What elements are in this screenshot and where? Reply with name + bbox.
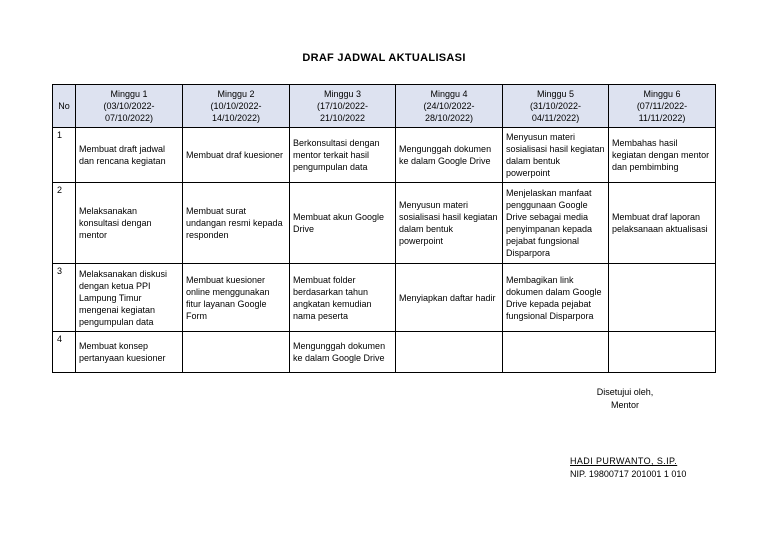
header-week-5 xyxy=(503,85,609,128)
approval-block xyxy=(560,386,690,412)
table-cell: Berkonsultasi dengan mentor terkait hasil pengumpulan data xyxy=(290,128,396,183)
week-start: (07/11/2022- xyxy=(636,101,688,111)
week-start: (17/10/2022- xyxy=(316,101,369,111)
table-cell: Membahas hasil kegiatan dengan mentor dan pembimbing xyxy=(609,128,716,183)
table-cell: Membuat draf kuesioner xyxy=(183,128,290,183)
table-cell: Membuat draf laporan pelaksanaan aktualisasi xyxy=(609,183,716,264)
header-week-2 xyxy=(183,85,290,128)
schedule-table xyxy=(52,84,716,373)
table-cell: Mengunggah dokumen ke dalam Google Drive xyxy=(290,332,396,373)
signatory-name: HADI PURWANTO, S.IP. xyxy=(570,456,678,466)
week-label: Minggu 1 xyxy=(110,89,148,99)
week-label: Minggu 3 xyxy=(323,89,362,99)
row-number: 2 xyxy=(53,183,76,264)
header-week-1 xyxy=(76,85,183,128)
header-week-4 xyxy=(396,85,503,128)
table-cell: Membuat surat undangan resmi kepada responden xyxy=(183,183,290,264)
table-cell: Melaksanakan konsultasi dengan mentor xyxy=(76,183,183,264)
table-cell: Membuat draft jadwal dan rencana kegiatan xyxy=(76,128,183,183)
table-cell: Membagikan link dokumen dalam Google Drive kepada pejabat fungsional Disparpora xyxy=(503,264,609,332)
week-end: 07/10/2022) xyxy=(104,113,154,123)
table-row xyxy=(53,183,716,264)
week-label: Minggu 5 xyxy=(536,89,575,99)
table-cell xyxy=(503,332,609,373)
week-start: (10/10/2022- xyxy=(210,101,262,111)
week-start: (03/10/2022- xyxy=(103,101,155,111)
signatory-nip: NIP. 19800717 201001 1 010 xyxy=(570,469,687,479)
week-end: 14/10/2022) xyxy=(211,113,261,123)
table-cell xyxy=(183,332,290,373)
row-number: 3 xyxy=(53,264,76,332)
table-cell: Menyiapkan daftar hadir xyxy=(396,264,503,332)
table-cell: Melaksanakan diskusi dengan ketua PPI Lampung Timur mengenai kegiatan pengumpulan data xyxy=(76,264,183,332)
approval-label: Disetujui oleh, xyxy=(596,387,654,397)
table-cell xyxy=(396,332,503,373)
week-end: 28/10/2022) xyxy=(424,113,474,123)
table-row xyxy=(53,128,716,183)
week-end: 21/10/2022 xyxy=(319,113,366,123)
header-row xyxy=(53,85,716,128)
table-cell: Membuat konsep pertanyaan kuesioner xyxy=(76,332,183,373)
header-no: No xyxy=(53,85,76,128)
table-cell: Membuat folder berdasarkan tahun angkatan kemudian nama peserta xyxy=(290,264,396,332)
week-end: 11/11/2022) xyxy=(638,113,686,123)
table-cell: Menyusun materi sosialisasi hasil kegiatan dalam bentuk powerpoint xyxy=(503,128,609,183)
header-week-6 xyxy=(609,85,716,128)
table-cell: Mengunggah dokumen ke dalam Google Drive xyxy=(396,128,503,183)
week-label: Minggu 6 xyxy=(643,89,681,99)
row-number: 4 xyxy=(53,332,76,373)
table-cell: Menyusun materi sosialisasi hasil kegiatan dalam bentuk powerpoint xyxy=(396,183,503,264)
week-label: Minggu 4 xyxy=(430,89,468,99)
table-row xyxy=(53,332,716,373)
table-row xyxy=(53,264,716,332)
week-label: Minggu 2 xyxy=(217,89,255,99)
table-cell xyxy=(609,332,716,373)
week-start: (31/10/2022- xyxy=(529,101,582,111)
week-start: (24/10/2022- xyxy=(423,101,475,111)
approval-role: Mentor xyxy=(610,400,639,410)
table-cell: Menjelaskan manfaat penggunaan Google Drive sebagai media penyimpanan kepada pejabat fungsional Disparpora xyxy=(503,183,609,264)
header-week-3 xyxy=(290,85,396,128)
row-number: 1 xyxy=(53,128,76,183)
table-cell: Membuat akun Google Drive xyxy=(290,183,396,264)
document-title: DRAF JADWAL AKTUALISASI xyxy=(302,52,466,64)
table-cell: Membuat kuesioner online menggunakan fitur layanan Google Form xyxy=(183,264,290,332)
week-end: 04/11/2022) xyxy=(531,113,580,123)
signatory-block xyxy=(570,455,686,481)
table-cell xyxy=(609,264,716,332)
